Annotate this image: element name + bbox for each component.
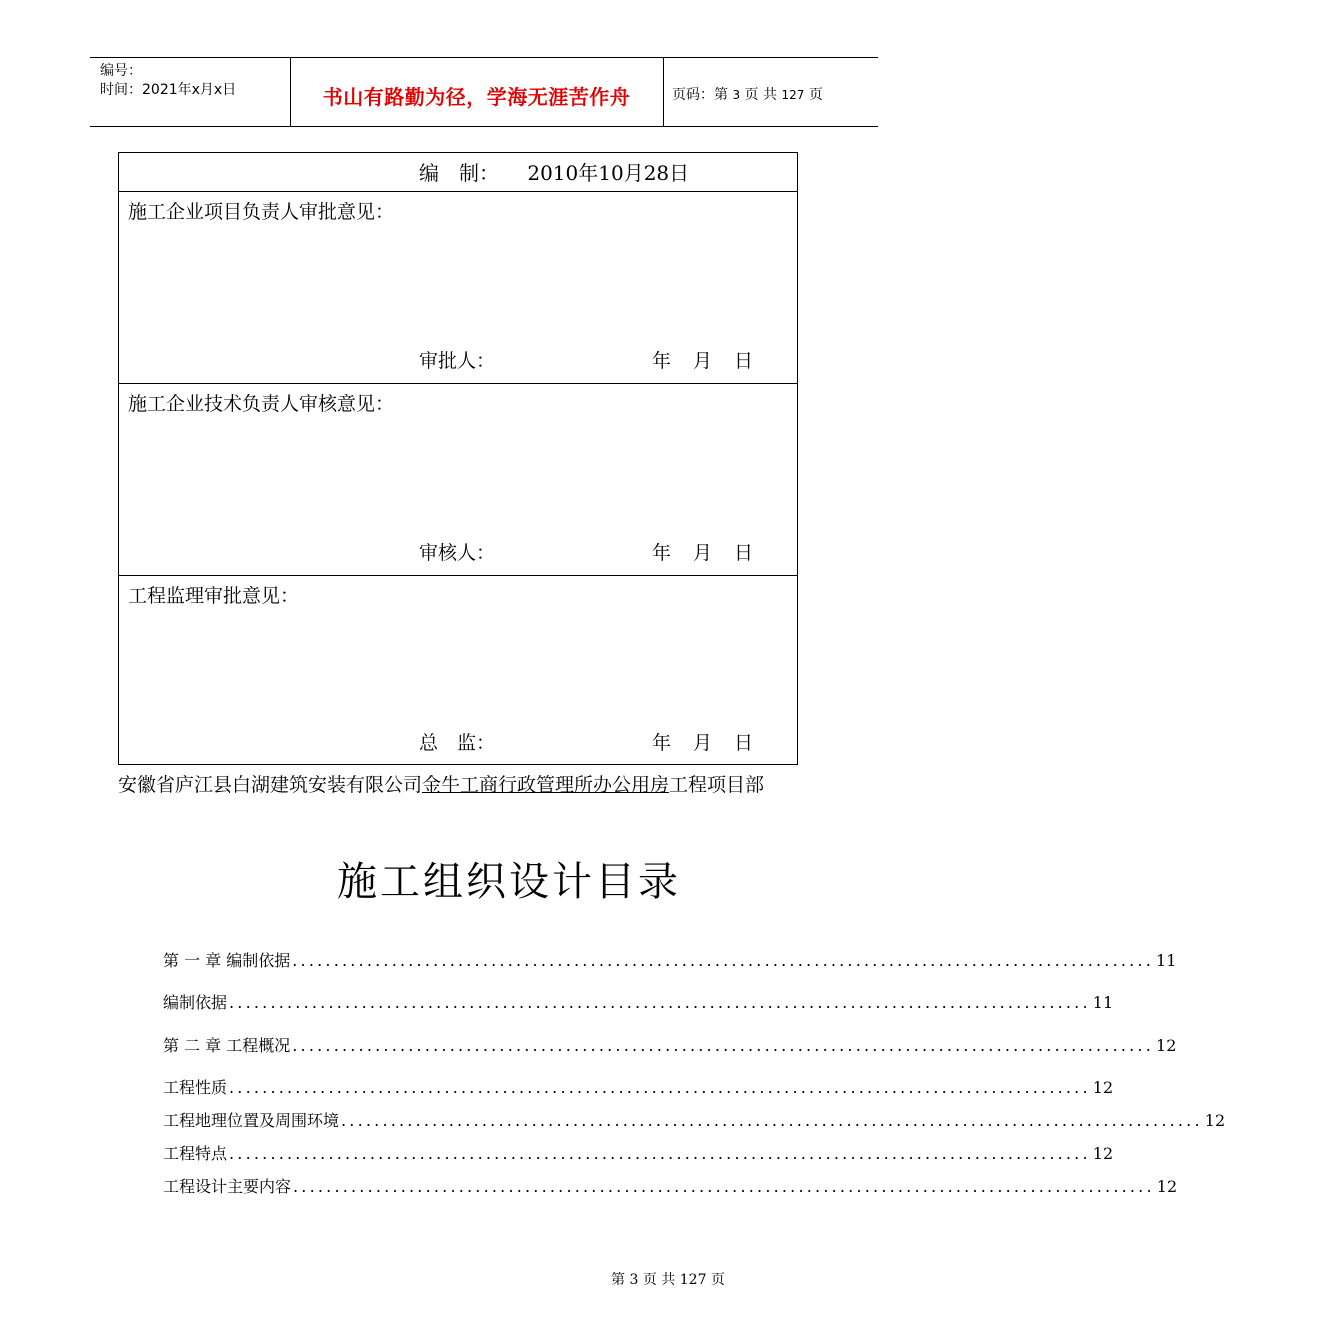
toc-entry[interactable]: [163, 948, 1177, 971]
toc-leader: ........................................................................................................: [293, 1177, 1155, 1196]
project-name: 金牛工商行政管理所办公用房: [422, 774, 670, 796]
form-section: [119, 576, 797, 765]
compile-info: [419, 157, 689, 186]
header-divider: [663, 58, 664, 126]
compile-date: 2010年10月28日: [527, 161, 690, 185]
toc-entry[interactable]: [163, 990, 1114, 1013]
page-mid: 页 共: [744, 87, 777, 103]
toc-leader: ........................................................................................................: [341, 1111, 1203, 1130]
toc-leader: ........................................................................................................: [229, 993, 1091, 1012]
toc-leader: ........................................................................................................: [229, 1078, 1091, 1097]
date-year: 年: [652, 542, 672, 564]
header-meta: [100, 62, 236, 100]
compile-label: 编 制：: [419, 161, 499, 185]
date-year: 年: [652, 732, 672, 754]
section-date: [652, 346, 775, 373]
section-signer: 总 监：: [419, 732, 496, 754]
date-year: 年: [652, 350, 672, 372]
section-date: [652, 728, 775, 755]
toc-entry-page: 11: [1092, 993, 1114, 1012]
toc-leader: ........................................................................................................: [292, 951, 1155, 970]
section-signer: 审批人：: [419, 350, 496, 372]
section-signer: 审核人：: [419, 542, 496, 564]
toc-entry-page: 12: [1156, 1036, 1177, 1055]
toc-entry-text: 工程地理位置及周围环境: [163, 1111, 340, 1130]
header-motto: 书山有路勤为径，学海无涯苦作舟: [322, 85, 631, 109]
date-day: 日: [734, 542, 754, 564]
date-month: 月: [693, 542, 713, 564]
toc-entry-text: 工程设计主要内容: [163, 1177, 292, 1196]
company-line: [118, 770, 764, 797]
toc-leader: ........................................................................................................: [292, 1036, 1155, 1055]
section-title: 工程监理审批意见：: [128, 585, 300, 607]
time-label: 时间：2021年x月x日: [100, 82, 237, 98]
company-name: 安徽省庐江县白湖建筑安装有限公司: [118, 774, 423, 796]
section-date: [652, 538, 775, 565]
toc-title: 施工组织设计目录: [337, 859, 681, 905]
compile-row: [119, 153, 797, 192]
page-suffix: 页: [808, 87, 823, 103]
toc-entry[interactable]: [163, 1174, 1178, 1197]
date-month: 月: [693, 732, 713, 754]
serial-label: 编号：: [100, 63, 142, 79]
toc-entry[interactable]: [163, 1108, 1226, 1131]
date-day: 日: [734, 350, 754, 372]
toc-entry[interactable]: [163, 1033, 1177, 1056]
form-section: [119, 384, 797, 576]
form-section: [119, 192, 797, 384]
toc-entry[interactable]: [163, 1141, 1114, 1164]
toc-entry-page: 12: [1092, 1078, 1114, 1097]
page-prefix: 页码：第: [672, 87, 728, 103]
section-title: 施工企业技术负责人审核意见：: [128, 393, 395, 415]
toc-entry-page: 11: [1156, 951, 1177, 970]
toc-entry-page: 12: [1204, 1111, 1226, 1130]
date-day: 日: [734, 732, 754, 754]
approval-form: [118, 152, 798, 765]
toc-entry-text: 工程性质: [163, 1078, 228, 1097]
toc-entry-text: 编制依据: [163, 993, 228, 1012]
date-month: 月: [693, 350, 713, 372]
page-footer: 第 3 页 共 127 页: [611, 1272, 725, 1288]
header-page-info: [672, 84, 823, 104]
company-suffix: 工程项目部: [669, 774, 765, 796]
page-total: 127: [781, 88, 805, 102]
page-header: [90, 57, 878, 127]
toc-entry-page: 12: [1156, 1177, 1178, 1196]
toc-entry-text: 第 一 章 编制依据: [163, 951, 291, 970]
toc-entry-text: 第 二 章 工程概况: [163, 1036, 291, 1055]
page-current: 3: [732, 88, 741, 102]
toc-leader: ........................................................................................................: [229, 1144, 1091, 1163]
section-title: 施工企业项目负责人审批意见：: [128, 201, 395, 223]
toc-entry[interactable]: [163, 1075, 1114, 1098]
toc-entry-text: 工程特点: [163, 1144, 228, 1163]
toc-entry-page: 12: [1092, 1144, 1114, 1163]
